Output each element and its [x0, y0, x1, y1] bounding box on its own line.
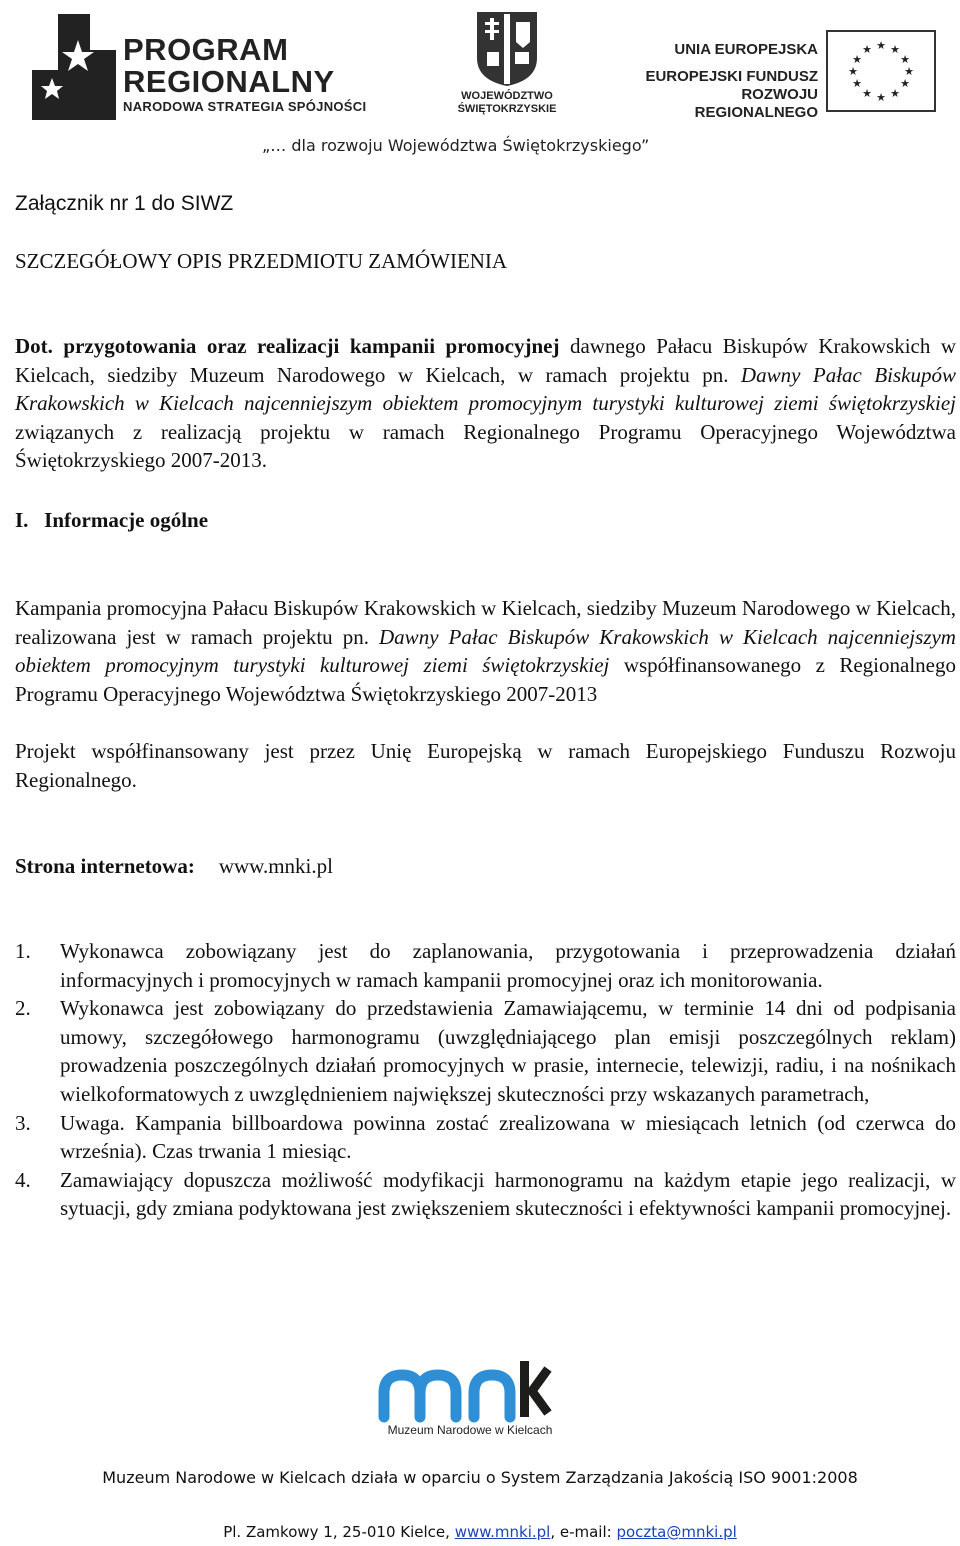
list-item-text: Wykonawca zobowiązany jest do zaplanowania, przygotowania i przeprowadzenia działań informacyjnych i promocyjnych w ramach kampanii promocyjnej oraz ich monitorowania. [60, 939, 956, 992]
email-label: , e-mail: [550, 1523, 617, 1541]
website-link[interactable]: www.mnki.pl [454, 1523, 551, 1541]
svg-text:★: ★ [900, 77, 910, 90]
svg-text:★: ★ [890, 43, 900, 56]
address-text: Pl. Zamkowy 1, 25-010 Kielce, [223, 1523, 455, 1541]
list-item-number: 1. [15, 939, 31, 963]
list-item-text: Uwaga. Kampania billboardowa powinna zostać zrealizowana w miesiącach letnich (od czerwca do września). Czas trwania 1 miesiąc. [60, 1110, 956, 1164]
website-line [15, 852, 956, 881]
subject-normal: dawnego Pałacu Biskupów Krakowskich w Kielcach, siedziby Muzeum Narodowego w Kielcach, w ramach projektu pn. [15, 334, 956, 387]
contact-line [0, 1523, 960, 1541]
svg-text:★: ★ [862, 87, 872, 100]
mnk-logo-icon [370, 1355, 570, 1423]
program-logo-line3: NARODOWA STRATEGIA SPÓJNOŚCI [123, 99, 367, 114]
eu-logo-line2: EUROPEJSKI FUNDUSZ [645, 68, 818, 85]
svg-text:★: ★ [876, 91, 886, 104]
svg-text:★: ★ [852, 77, 862, 90]
voivodeship-coat-of-arms-icon [452, 8, 562, 88]
eu-logo-line1: UNIA EUROPEJSKA [674, 41, 818, 58]
museum-logo-caption: Muzeum Narodowe w Kielcach [387, 1423, 553, 1437]
list-item [15, 994, 956, 1108]
svg-text:★: ★ [862, 43, 872, 56]
list-item-text: Zamawiający dopuszcza możliwość modyfikacji harmonogramu na każdym etapie jego realizacji, w sytuacji, gdy zmiana podyktowana jest zwiększeniem skuteczności i efektywności kampanii promocyjnej. [60, 1167, 956, 1221]
eu-logo [640, 22, 940, 122]
website-value: www.mnki.pl [218, 854, 333, 878]
program-logo-line2: REGIONALNY [123, 64, 335, 99]
program-logo-line1: PROGRAM [123, 32, 289, 67]
document-title: SZCZEGÓŁOWY OPIS PRZEDMIOTU ZAMÓWIENIA [15, 249, 508, 273]
museum-logo [370, 1355, 570, 1445]
campaign-tail: współfinansowanego z Regionalnego Programu Operacyjnego Województwa Świętokrzyskiego 2007-2013 [15, 653, 956, 706]
wojewodztwo-logo [452, 8, 562, 118]
svg-text:★: ★ [876, 39, 886, 52]
cofinancing-paragraph: Projekt współfinansowany jest przez Unię Europejską w ramach Europejskiego Funduszu Rozwoju Regionalnego. [15, 739, 956, 792]
header-tagline: „… dla rozwoju Województwa Świętokrzyskiego” [262, 136, 650, 155]
campaign-normal: Kampania promocyjna Pałacu Biskupów Krakowskich w Kielcach, siedziby Muzeum Narodowego w Kielcach, realizowana jest w ramach projektu pn. [15, 596, 956, 649]
campaign-italic: Dawny Pałac Biskupów Krakowskich w Kielcach najcenniejszym obiektem promocyjnym turystyki kulturowej ziemi świętokrzyskiej [15, 624, 956, 678]
iso-statement: Muzeum Narodowe w Kielcach działa w oparciu o System Zarządzania Jakością ISO 9001:2008 [102, 1468, 858, 1487]
section-heading: I. Informacje ogólne [15, 508, 209, 532]
subject-paragraph [15, 332, 956, 475]
eu-logo-line3: ROZWOJU REGIONALNEGO [694, 86, 818, 121]
subject-italic: Dawny Pałac Biskupów Krakowskich w Kielcach najcenniejszym obiektem promocyjnym turystyki kulturowej ziemi świętokrzyskiej [15, 362, 957, 416]
voivodeship-logo-line1: WOJEWÓDZTWO [461, 90, 553, 102]
program-regionalny-emblem-icon [28, 10, 118, 122]
list-item-number: 2. [15, 996, 31, 1021]
list-item-text: Wykonawca jest zobowiązany do przedstawienia Zamawiającemu, w terminie 14 dni od podpisania umowy, szczegółowego harmonogramu (uwzględniającego plan emisji poszczególnych reklam) prowadzenia poszczególnych działań promocyjnych w prasie, internecie, telewizji, radiu, i na nośnikach wielkoformatowych z uwzględnieniem największej skuteczności przy wskazanych parametrach, [60, 996, 956, 1106]
voivodeship-logo-line2: ŚWIĘTOKRZYSKIE [457, 103, 557, 115]
program-regionalny-logo [28, 10, 378, 122]
svg-text:★: ★ [904, 65, 914, 78]
list-item [15, 937, 956, 994]
campaign-paragraph [15, 594, 956, 708]
attachment-label: Załącznik nr 1 do SIWZ [15, 192, 234, 215]
list-item [15, 1109, 956, 1166]
list-item-number: 3. [15, 1110, 31, 1135]
svg-text:★: ★ [852, 53, 862, 66]
svg-text:★: ★ [900, 53, 910, 66]
list-item-number: 4. [15, 1167, 31, 1192]
requirements-list [15, 937, 956, 1223]
eu-flag-icon [826, 30, 936, 112]
svg-text:★: ★ [848, 65, 858, 78]
subject-tail: związanych z realizacją projektu w ramach Regionalnego Programu Operacyjnego Województwa Świętokrzyskiego 2007-2013. [15, 419, 956, 473]
svg-text:★: ★ [890, 87, 900, 100]
email-link[interactable]: poczta@mnki.pl [616, 1523, 737, 1541]
list-item [15, 1166, 956, 1223]
website-label: Strona internetowa: [15, 854, 195, 878]
subject-bold: Dot. przygotowania oraz realizacji kampanii promocyjnej [15, 334, 560, 358]
